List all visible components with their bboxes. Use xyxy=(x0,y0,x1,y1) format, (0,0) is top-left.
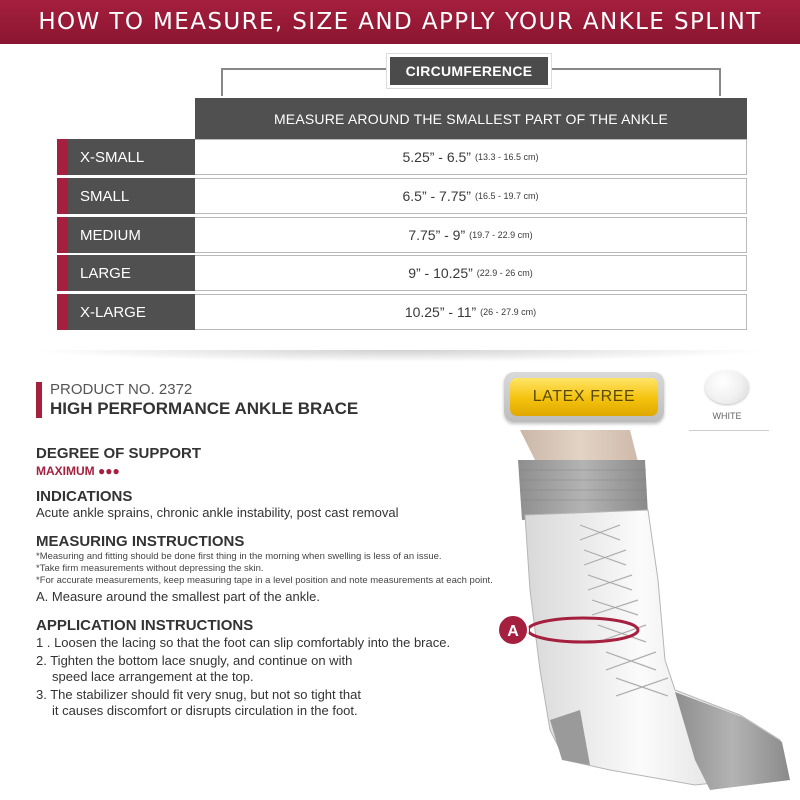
inch-range: 5.25” - 6.5” xyxy=(402,149,471,165)
application-step: 1 . Loosen the lacing so that the foot can slip comfortably into the brace. xyxy=(36,635,451,650)
page-title: HOW TO MEASURE, SIZE AND APPLY YOUR ANKLE SPLINT xyxy=(38,9,762,35)
row-accent xyxy=(57,294,68,330)
size-range xyxy=(195,294,747,330)
row-accent xyxy=(57,139,68,175)
latex-free-badge xyxy=(504,372,664,422)
product-name: HIGH PERFORMANCE ANKLE BRACE xyxy=(50,399,359,418)
cm-range: (13.3 - 16.5 cm) xyxy=(474,152,539,162)
inch-range: 9” - 10.25” xyxy=(408,265,473,281)
section-divider xyxy=(30,350,770,362)
application-step: 2. Tighten the bottom lace snugly, and continue on with xyxy=(36,653,353,668)
size-row-medium xyxy=(57,217,747,253)
application-step: speed lace arrangement at the top. xyxy=(52,669,254,684)
cm-range: (22.9 - 26 cm) xyxy=(476,268,533,278)
product-number: PRODUCT NO. 2372 xyxy=(50,381,193,398)
row-accent xyxy=(57,217,68,253)
size-row-large xyxy=(57,255,747,291)
measuring-heading: MEASURING INSTRUCTIONS xyxy=(36,533,245,550)
indications-heading: INDICATIONS xyxy=(36,488,133,505)
measuring-note: *Measuring and fitting should be done first thing in the morning when swelling is less of an issue. xyxy=(36,551,442,562)
row-accent xyxy=(57,255,68,291)
row-accent xyxy=(57,178,68,214)
circumference-label: CIRCUMFERENCE xyxy=(387,54,551,88)
indications-text: Acute ankle sprains, chronic ankle instability, post cast removal xyxy=(36,505,399,520)
inch-range: 7.75” - 9” xyxy=(408,227,466,243)
size-row-x-large xyxy=(57,294,747,330)
size-table-header: MEASURE AROUND THE SMALLEST PART OF THE ANKLE xyxy=(195,98,747,139)
white-color-swatch xyxy=(705,370,749,404)
ankle-brace-illustration xyxy=(480,430,800,800)
cm-range: (19.7 - 22.9 cm) xyxy=(469,230,533,240)
size-label: LARGE xyxy=(68,255,195,291)
application-step: it causes discomfort or disrupts circulation in the foot. xyxy=(52,703,358,718)
measuring-step-a: A. Measure around the smallest part of the ankle. xyxy=(36,589,320,604)
size-label: SMALL xyxy=(68,178,195,214)
title-banner xyxy=(0,0,800,44)
measuring-note: *For accurate measurements, keep measuring tape in a level position and note measurements at each point. xyxy=(36,575,493,586)
size-label: MEDIUM xyxy=(68,217,195,253)
measure-point-a-label: A xyxy=(507,623,519,640)
size-row-x-small xyxy=(57,139,747,175)
inch-range: 6.5” - 7.75” xyxy=(402,188,471,204)
size-range xyxy=(195,139,747,175)
size-label: X-LARGE xyxy=(68,294,195,330)
size-range xyxy=(195,217,747,253)
color-label: WHITE xyxy=(712,411,742,421)
latex-free-label: LATEX FREE xyxy=(510,378,658,416)
product-accent-bar xyxy=(36,382,42,418)
size-row-small xyxy=(57,178,747,214)
application-step: 3. The stabilizer should fit very snug, but not so tight that xyxy=(36,687,361,702)
cm-range: (26 - 27.9 cm) xyxy=(480,307,537,317)
cm-range: (16.5 - 19.7 cm) xyxy=(474,191,539,201)
measuring-note: *Take firm measurements without depressing the skin. xyxy=(36,563,264,574)
size-range xyxy=(195,255,747,291)
application-heading: APPLICATION INSTRUCTIONS xyxy=(36,617,254,634)
support-level: MAXIMUM ●●● xyxy=(36,464,120,478)
size-range xyxy=(195,178,747,214)
ankle-brace-image xyxy=(480,430,800,800)
inch-range: 10.25” - 11” xyxy=(404,304,477,320)
support-heading: DEGREE OF SUPPORT xyxy=(36,445,202,462)
size-label: X-SMALL xyxy=(68,139,195,175)
